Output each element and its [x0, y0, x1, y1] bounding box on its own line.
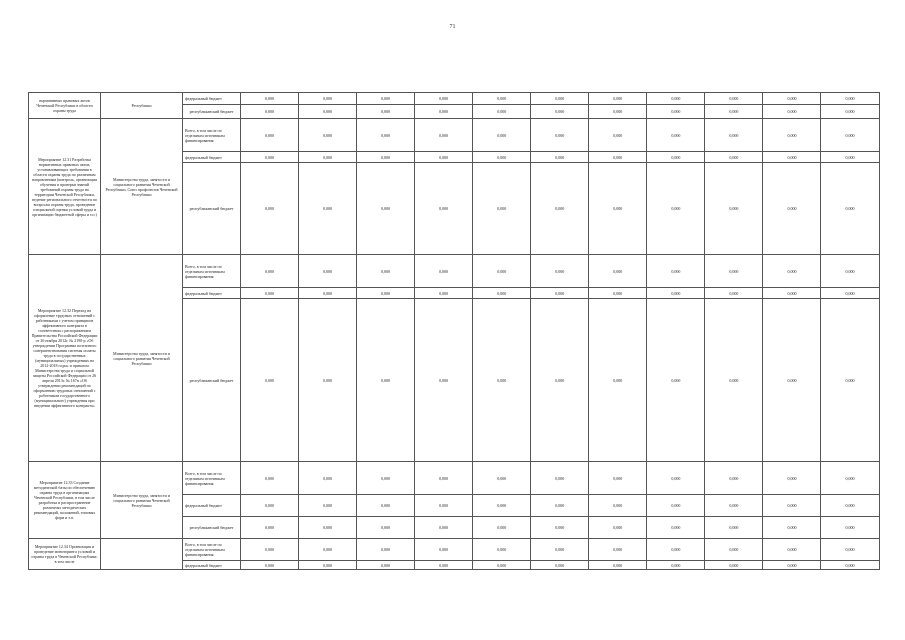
value-cell: 0,000 — [473, 152, 531, 163]
table-row — [29, 119, 880, 152]
value-cell: 0,000 — [241, 462, 299, 495]
value-cell: 0,000 — [299, 495, 357, 517]
value-cell: 0,000 — [357, 288, 415, 299]
funding-source-cell: республиканский бюджет — [183, 105, 241, 119]
value-cell: 0,000 — [531, 93, 589, 105]
value-cell: 0,000 — [821, 517, 879, 539]
funding-source-cell: федеральный бюджет — [183, 561, 241, 570]
value-cell: 0,000 — [705, 152, 763, 163]
funding-source-cell: Всего, в том числе по отдельным источникам финансирования — [183, 462, 241, 495]
value-cell: 0,000 — [821, 462, 879, 495]
value-cell: 0,000 — [299, 288, 357, 299]
value-cell: 0,000 — [415, 93, 473, 105]
value-cell: 0,000 — [357, 163, 415, 255]
value-cell: 0,000 — [357, 539, 415, 561]
measure-cell: Мероприятие 12.34 Организация и проведение мониторинга условий и охраны труда в Чеченской Республике, в том числе — [29, 539, 101, 570]
measure-cell: Мероприятие 12.32 Переход на оформление трудовых отношений с работниками с учетом принципов эффективного контракта в соответствии с распоряжением Правительства Российской Федерации от 26 ноября 2012г. № 2190-р «Об утверждении Программы поэтапного совершенствования системы оплаты труда в государственных (муниципальных) учреждениях на 2012-2018 годы» и приказом Министерства труда и социальной защиты Российской Федерации от 26 апреля 2013г. № 167н «Об утверждении рекомендаций по оформлению трудовых отношений с работником государственного (муниципального) учреждения при введении эффективного контракта» — [29, 255, 101, 462]
value-cell: 0,000 — [299, 517, 357, 539]
value-cell: 0,000 — [763, 93, 821, 105]
value-cell: 0,000 — [473, 517, 531, 539]
value-cell: 0,000 — [647, 561, 705, 570]
value-cell: 0,000 — [647, 93, 705, 105]
value-cell: 0,000 — [821, 119, 879, 152]
value-cell: 0,000 — [763, 163, 821, 255]
funding-source-cell: федеральный бюджет — [183, 152, 241, 163]
executor-cell: Министерство труда, занятости и социального развития Чеченской Республики — [101, 255, 183, 462]
executor-cell: Республики — [101, 93, 183, 119]
value-cell: 0,000 — [415, 299, 473, 462]
value-cell: 0,000 — [241, 255, 299, 288]
value-cell: 0,000 — [241, 152, 299, 163]
value-cell: 0,000 — [821, 163, 879, 255]
value-cell: 0,000 — [473, 93, 531, 105]
value-cell: 0,000 — [299, 105, 357, 119]
value-cell: 0,000 — [473, 105, 531, 119]
value-cell: 0,000 — [415, 163, 473, 255]
value-cell: 0,000 — [241, 119, 299, 152]
value-cell: 0,000 — [589, 163, 647, 255]
value-cell: 0,000 — [299, 255, 357, 288]
value-cell: 0,000 — [241, 93, 299, 105]
value-cell: 0,000 — [473, 255, 531, 288]
value-cell: 0,000 — [241, 105, 299, 119]
measure-cell: Мероприятие 12.31 Разработка нормативных правовых актов, устанавливающих требования в области охраны труда по различным направлениям (контроль, организация обучения и проверки знаний требований охраны труда на территории Чеченской Республики, ведение регионального отчетности по вопросам охраны труда, проведение специальной оценки условий труда и организации бюджетной сферы и т.п.) — [29, 119, 101, 255]
value-cell: 0,000 — [241, 561, 299, 570]
value-cell: 0,000 — [357, 495, 415, 517]
value-cell: 0,000 — [763, 462, 821, 495]
value-cell: 0,000 — [589, 152, 647, 163]
funding-source-cell: Всего, в том числе по отдельным источникам финансирования — [183, 119, 241, 152]
value-cell: 0,000 — [589, 539, 647, 561]
value-cell: 0,000 — [763, 299, 821, 462]
value-cell: 0,000 — [241, 288, 299, 299]
value-cell: 0,000 — [589, 561, 647, 570]
value-cell: 0,000 — [299, 119, 357, 152]
value-cell: 0,000 — [531, 288, 589, 299]
value-cell: 0,000 — [705, 255, 763, 288]
value-cell: 0,000 — [241, 299, 299, 462]
table-row — [29, 462, 880, 495]
value-cell: 0,000 — [763, 517, 821, 539]
value-cell: 0,000 — [299, 561, 357, 570]
value-cell: 0,000 — [763, 561, 821, 570]
funding-source-cell: республиканский бюджет — [183, 517, 241, 539]
value-cell: 0,000 — [299, 539, 357, 561]
value-cell: 0,000 — [357, 462, 415, 495]
value-cell: 0,000 — [357, 299, 415, 462]
value-cell: 0,000 — [705, 561, 763, 570]
value-cell: 0,000 — [473, 288, 531, 299]
page-number: 71 — [449, 24, 456, 30]
value-cell: 0,000 — [357, 93, 415, 105]
value-cell: 0,000 — [821, 539, 879, 561]
value-cell: 0,000 — [241, 163, 299, 255]
value-cell: 0,000 — [705, 517, 763, 539]
value-cell: 0,000 — [473, 495, 531, 517]
value-cell: 0,000 — [473, 119, 531, 152]
value-cell: 0,000 — [415, 105, 473, 119]
value-cell: 0,000 — [647, 517, 705, 539]
value-cell: 0,000 — [415, 561, 473, 570]
value-cell: 0,000 — [473, 561, 531, 570]
funding-source-cell: Всего, в том числе по отдельным источникам финансирования — [183, 539, 241, 561]
value-cell: 0,000 — [647, 495, 705, 517]
value-cell: 0,000 — [763, 539, 821, 561]
value-cell: 0,000 — [473, 163, 531, 255]
value-cell: 0,000 — [473, 462, 531, 495]
funding-source-cell: федеральный бюджет — [183, 288, 241, 299]
value-cell: 0,000 — [357, 561, 415, 570]
value-cell: 0,000 — [531, 495, 589, 517]
value-cell: 0,000 — [647, 152, 705, 163]
executor-cell: Министерство труда, занятости и социального развития Чеченской Республики, Союз профсоюзов Чеченской Республики — [101, 119, 183, 255]
value-cell: 0,000 — [415, 462, 473, 495]
value-cell: 0,000 — [357, 105, 415, 119]
value-cell: 0,000 — [589, 119, 647, 152]
value-cell: 0,000 — [763, 105, 821, 119]
measure-cell: Мероприятие 12.33 Создание методической базы по обеспечению охраны труда в организациях Чеченской Республики, в том числе разработка и распространение различных методических рекомендаций, положений, типовых форм и т.п. — [29, 462, 101, 539]
value-cell: 0,000 — [531, 561, 589, 570]
funding-source-cell: Всего, в том числе по отдельным источникам финансирования — [183, 255, 241, 288]
value-cell: 0,000 — [589, 299, 647, 462]
table-row — [29, 255, 880, 288]
value-cell: 0,000 — [357, 517, 415, 539]
value-cell: 0,000 — [589, 93, 647, 105]
budget-table — [28, 92, 880, 570]
value-cell: 0,000 — [589, 495, 647, 517]
value-cell: 0,000 — [415, 517, 473, 539]
value-cell: 0,000 — [415, 288, 473, 299]
value-cell: 0,000 — [821, 299, 879, 462]
value-cell: 0,000 — [705, 163, 763, 255]
value-cell: 0,000 — [705, 299, 763, 462]
value-cell: 0,000 — [705, 539, 763, 561]
value-cell: 0,000 — [531, 299, 589, 462]
table-row — [29, 539, 880, 561]
value-cell: 0,000 — [821, 105, 879, 119]
value-cell: 0,000 — [763, 119, 821, 152]
value-cell: 0,000 — [241, 517, 299, 539]
value-cell: 0,000 — [763, 152, 821, 163]
value-cell: 0,000 — [589, 255, 647, 288]
table-row — [29, 93, 880, 105]
value-cell: 0,000 — [821, 152, 879, 163]
value-cell: 0,000 — [589, 517, 647, 539]
value-cell: 0,000 — [763, 288, 821, 299]
value-cell: 0,000 — [531, 462, 589, 495]
value-cell: 0,000 — [821, 93, 879, 105]
value-cell: 0,000 — [299, 152, 357, 163]
value-cell: 0,000 — [647, 255, 705, 288]
funding-source-cell: республиканский бюджет — [183, 163, 241, 255]
value-cell: 0,000 — [415, 539, 473, 561]
measure-cell: нормативных правовых актов Чеченской Республики в области охраны труда — [29, 93, 101, 119]
value-cell: 0,000 — [763, 495, 821, 517]
value-cell: 0,000 — [647, 299, 705, 462]
value-cell: 0,000 — [415, 495, 473, 517]
value-cell: 0,000 — [589, 105, 647, 119]
value-cell: 0,000 — [647, 288, 705, 299]
value-cell: 0,000 — [357, 119, 415, 152]
value-cell: 0,000 — [589, 462, 647, 495]
value-cell: 0,000 — [705, 495, 763, 517]
value-cell: 0,000 — [821, 288, 879, 299]
value-cell: 0,000 — [647, 462, 705, 495]
value-cell: 0,000 — [241, 495, 299, 517]
value-cell: 0,000 — [531, 105, 589, 119]
value-cell: 0,000 — [415, 255, 473, 288]
value-cell: 0,000 — [531, 152, 589, 163]
funding-source-cell: федеральный бюджет — [183, 495, 241, 517]
value-cell: 0,000 — [531, 539, 589, 561]
value-cell: 0,000 — [647, 119, 705, 152]
value-cell: 0,000 — [821, 495, 879, 517]
value-cell: 0,000 — [705, 288, 763, 299]
value-cell: 0,000 — [415, 119, 473, 152]
value-cell: 0,000 — [241, 539, 299, 561]
value-cell: 0,000 — [589, 288, 647, 299]
value-cell: 0,000 — [299, 299, 357, 462]
value-cell: 0,000 — [705, 462, 763, 495]
value-cell: 0,000 — [647, 163, 705, 255]
executor-cell — [101, 539, 183, 570]
value-cell: 0,000 — [415, 152, 473, 163]
value-cell: 0,000 — [705, 105, 763, 119]
value-cell: 0,000 — [531, 255, 589, 288]
value-cell: 0,000 — [531, 163, 589, 255]
value-cell: 0,000 — [357, 152, 415, 163]
value-cell: 0,000 — [705, 93, 763, 105]
funding-source-cell: республиканский бюджет — [183, 299, 241, 462]
value-cell: 0,000 — [473, 299, 531, 462]
value-cell: 0,000 — [821, 255, 879, 288]
value-cell: 0,000 — [299, 93, 357, 105]
value-cell: 0,000 — [299, 163, 357, 255]
value-cell: 0,000 — [647, 539, 705, 561]
value-cell: 0,000 — [357, 255, 415, 288]
value-cell: 0,000 — [821, 561, 879, 570]
value-cell: 0,000 — [647, 105, 705, 119]
value-cell: 0,000 — [763, 255, 821, 288]
executor-cell: Министерство труда, занятости и социального развития Чеченской Республики — [101, 462, 183, 539]
value-cell: 0,000 — [531, 517, 589, 539]
value-cell: 0,000 — [473, 539, 531, 561]
value-cell: 0,000 — [705, 119, 763, 152]
value-cell: 0,000 — [299, 462, 357, 495]
value-cell: 0,000 — [531, 119, 589, 152]
funding-source-cell: федеральный бюджет — [183, 93, 241, 105]
